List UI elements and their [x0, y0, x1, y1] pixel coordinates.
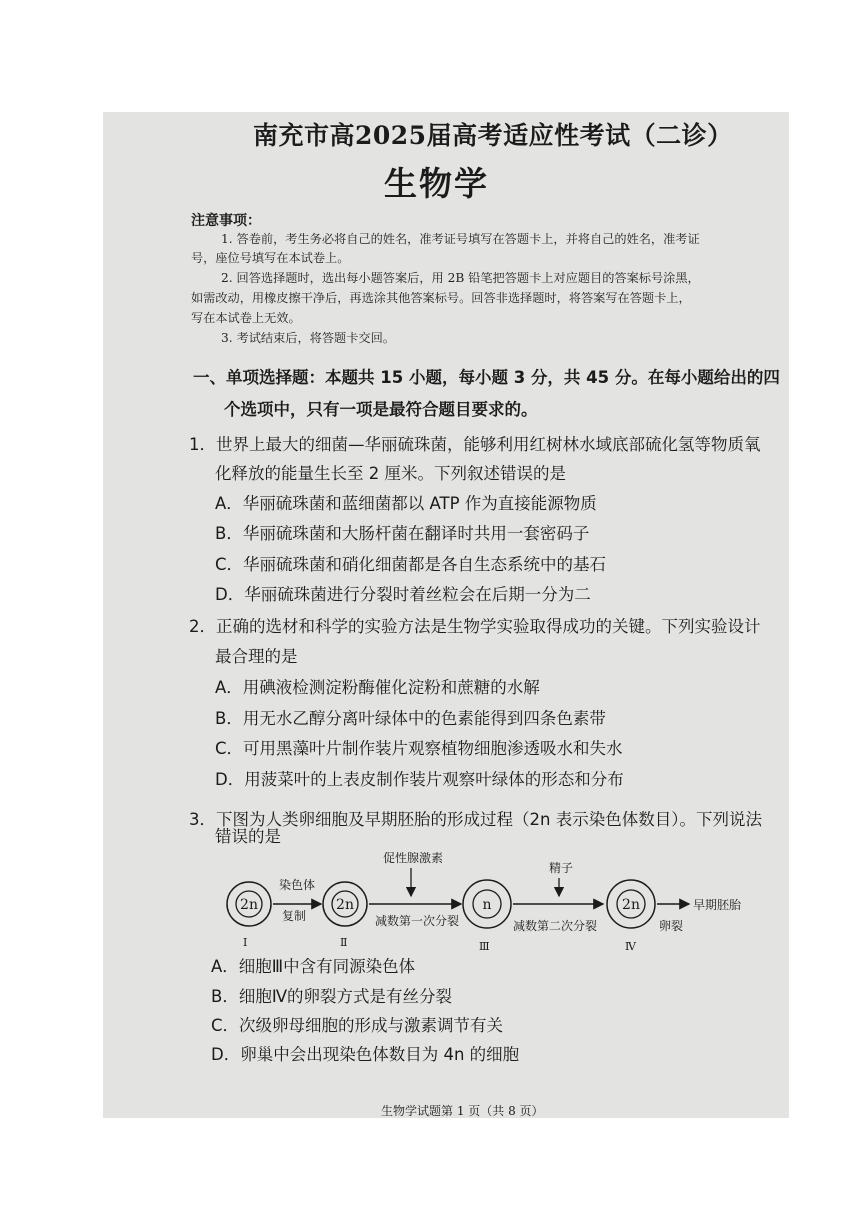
option-c: C．华丽硫珠菌和硝化细菌都是各自生态系统中的基石	[215, 555, 607, 574]
option-a: A．细胞Ⅲ中含有同源染色体	[211, 957, 416, 976]
cell-4-roman: Ⅳ	[625, 940, 636, 953]
option-c: C．可用黑藻叶片制作装片观察植物细胞渗透吸水和失水	[215, 739, 623, 758]
option-b: B．华丽硫珠菌和大肠杆菌在翻译时共用一套密码子	[215, 524, 590, 543]
option-a: A．华丽硫珠菌和蓝细菌都以 ATP 作为直接能源物质	[215, 494, 597, 513]
note-line: 写在本试卷上无效。	[191, 311, 301, 325]
cleavage-label: 卵裂	[659, 919, 684, 933]
sperm-label: 精子	[549, 861, 574, 875]
option-c: C．次级卵母细胞的形成与激素调节有关	[211, 1016, 504, 1035]
option-d: D．华丽硫珠菌进行分裂时着丝粒会在后期一分为二	[215, 585, 591, 604]
option-b: B．用无水乙醇分离叶绿体中的色素能得到四条色素带	[215, 709, 606, 728]
cell-4	[607, 880, 655, 953]
note-line: 号，座位号填写在本试卷上。	[191, 251, 350, 265]
cell-2-label: 2n	[336, 897, 354, 913]
question-stem: 最合理的是	[215, 647, 298, 666]
oocyte-formation-diagram	[221, 852, 751, 964]
arrow3-label: 减数第二次分裂	[513, 919, 598, 933]
note-line: 3. 考试结束后，将答题卡交回。	[221, 331, 395, 345]
cell-1-label: 2n	[240, 897, 258, 913]
end-label: 早期胚胎	[693, 898, 742, 912]
cell-4-label: 2n	[622, 897, 640, 913]
question-stem: 3．下图为人类卵细胞及早期胚胎的形成过程（2n 表示染色体数目）。下列说法	[189, 810, 762, 829]
question-stem: 错误的是	[215, 827, 281, 846]
question-stem: 1．世界上最大的细菌—华丽硫珠菌，能够利用红树林水域底部硫化氢等物质氧	[189, 435, 761, 454]
hormone-label: 促性腺激素	[383, 852, 444, 865]
exam-title: 南充市高2025届高考适应性考试（二诊）	[253, 121, 733, 150]
notes-heading: 注意事项：	[191, 213, 261, 229]
cell-3-roman: Ⅲ	[479, 940, 490, 953]
section-heading: 一、单项选择题：本题共 15 小题，每小题 3 分，共 45 分。在每小题给出的四	[193, 368, 780, 387]
arrow1-label-bottom: 复制	[282, 909, 307, 923]
question-stem: 化释放的能量生长至 2 厘米。下列叙述错误的是	[215, 464, 566, 483]
subject-title: 生物学	[384, 164, 489, 203]
cell-1-roman: Ⅰ	[243, 936, 248, 949]
option-d: D．用菠菜叶的上表皮制作装片观察叶绿体的形态和分布	[215, 770, 624, 789]
note-line: 2. 回答选择题时，选出每小题答案后，用 2B 铅笔把答题卡上对应题目的答案标号涂黑，	[221, 271, 700, 285]
option-a: A．用碘液检测淀粉酶催化淀粉和蔗糖的水解	[215, 678, 540, 697]
option-b: B．细胞Ⅳ的卵裂方式是有丝分裂	[211, 987, 453, 1006]
cell-3-label: n	[482, 897, 492, 913]
arrow1-label-top: 染色体	[279, 878, 316, 892]
option-d: D．卵巢中会出现染色体数目为 4n 的细胞	[211, 1045, 520, 1064]
section-heading-cont: 个选项中，只有一项是最符合题目要求的。	[224, 400, 538, 419]
arrow2-label: 减数第一次分裂	[375, 914, 460, 928]
question-stem: 2．正确的选材和科学的实验方法是生物学实验取得成功的关键。下列实验设计	[189, 617, 761, 636]
cell-2-roman: Ⅱ	[340, 936, 348, 949]
cell-1	[227, 882, 271, 949]
note-line: 如需改动，用橡皮擦干净后，再选涂其他答案标号。回答非选择题时，将答案写在答题卡上，	[191, 291, 691, 305]
cell-3	[463, 880, 511, 953]
cell-2	[323, 882, 367, 949]
exam-paper	[103, 112, 789, 1118]
note-line: 1. 答卷前，考生务必将自己的姓名，准考证号填写在答题卡上，并将自己的姓名，准考证	[221, 232, 700, 246]
page-footer: 生物学试题第 1 页（共 8 页）	[381, 1104, 544, 1118]
